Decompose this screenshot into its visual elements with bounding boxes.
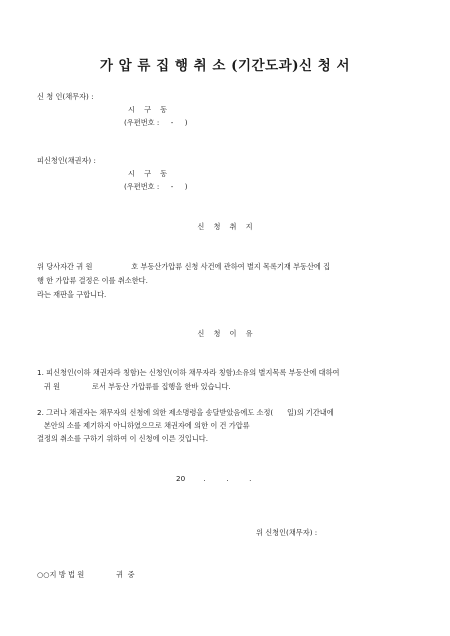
respondent-postal: (우편번호 : - ): [124, 182, 188, 191]
applicant-address: 시 구 동: [128, 105, 168, 114]
reason-1-line: 1. 피신청인(이하 채권자라 칭함)는 신청인(이하 채무자라 칭함)소유의 별지목록 부동산에 대하여: [37, 368, 340, 377]
purpose-line: 라는 재판을 구합니다.: [37, 290, 107, 299]
purpose-line: 행 한 가압류 결정은 이를 취소한다.: [37, 276, 148, 285]
court-addressee: ○○지 방 법 원 귀 중: [37, 570, 135, 579]
purpose-line: 위 당사자간 귀 원 호 부동산가압류 신청 사건에 관하여 별지 목록기재 부동산에 집: [37, 262, 331, 271]
signature-line: 위 신청인(채무자) :: [256, 528, 318, 537]
document-title: 가 압 류 집 행 취 소 (기간도과)신 청 서: [99, 58, 351, 74]
reasons-heading: 신 청 이 유: [197, 329, 253, 338]
reason-2-line: 결정의 취소를 구하기 위하여 이 신청에 이른 것입니다.: [37, 434, 209, 443]
reason-1-line: 귀 원 로서 부동산 가압류를 집행을 한바 있습니다.: [37, 382, 231, 391]
purpose-heading: 신 청 취 지: [197, 222, 253, 231]
reason-2-line: 본안의 소를 제기하지 아니하였으므로 채권자에 의한 이 건 가압류: [37, 421, 250, 430]
respondent-label: 피신청인(채권자) :: [37, 156, 96, 165]
respondent-address: 시 구 동: [128, 169, 168, 178]
date-line: 20 . . .: [176, 474, 252, 483]
applicant-label: 신 청 인(채무자) :: [37, 92, 94, 101]
applicant-postal: (우편번호 : - ): [124, 118, 188, 127]
reason-2-line: 2. 그러나 채권자는 채무자의 신청에 의한 제소명령을 송달받았음에도 소정( 일)의 기간내에: [37, 408, 334, 417]
